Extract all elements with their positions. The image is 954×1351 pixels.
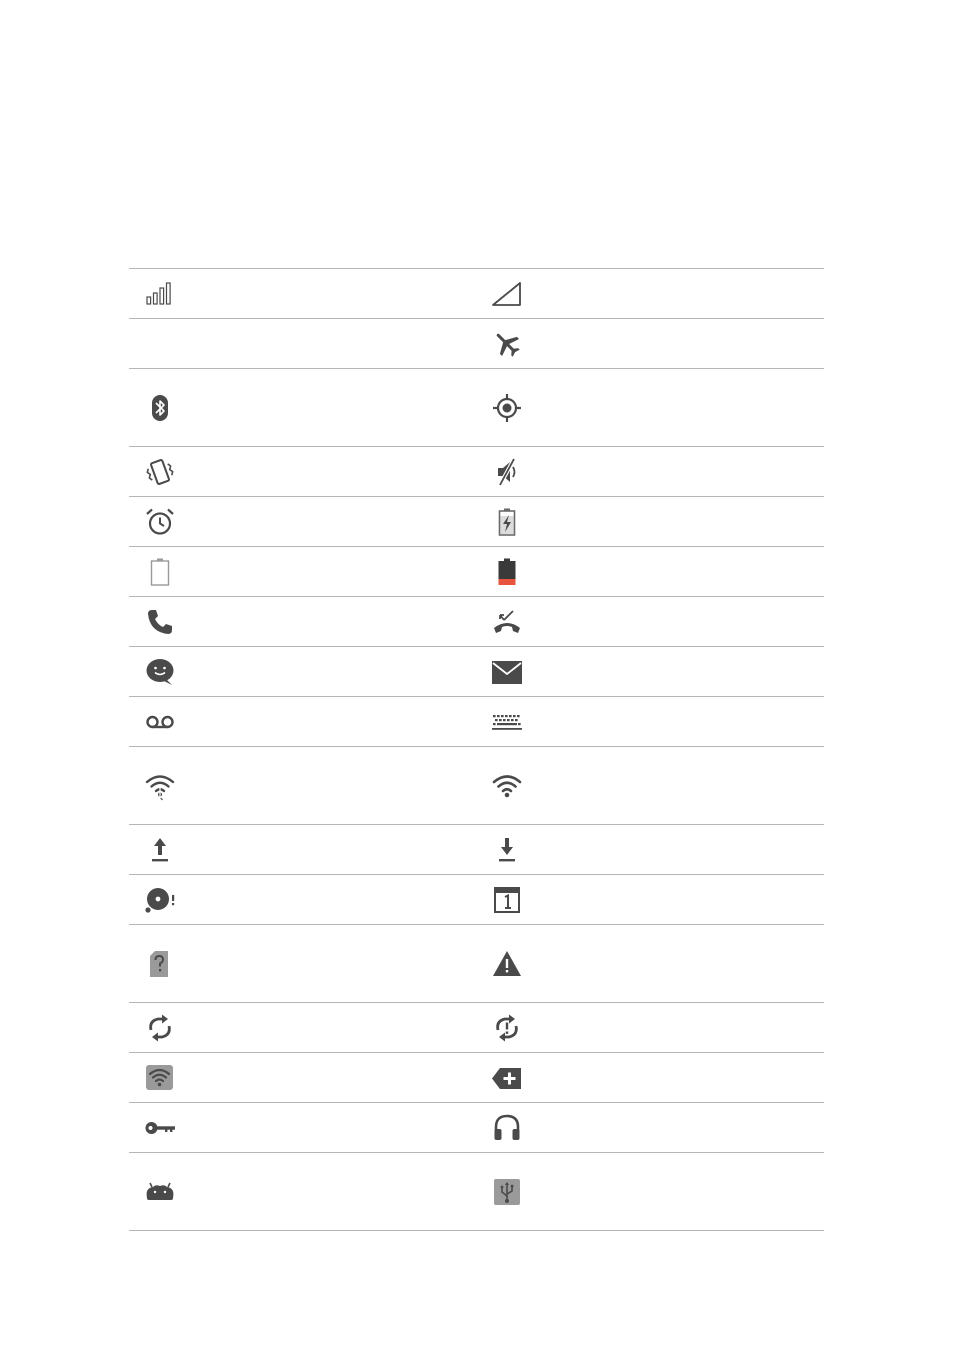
battery-full-icon xyxy=(144,556,176,588)
battery-charging-icon xyxy=(491,506,523,538)
new-email-icon xyxy=(491,656,523,688)
table-row xyxy=(129,269,824,319)
wifi-hotspot-icon xyxy=(144,1062,176,1094)
no-sim-card-icon xyxy=(144,948,176,980)
call-icon xyxy=(144,606,176,638)
signal-strength-icon xyxy=(144,278,176,310)
table-row xyxy=(129,925,824,1003)
table-row xyxy=(129,1053,824,1103)
table-row xyxy=(129,1003,824,1053)
uploading-icon xyxy=(144,834,176,866)
storage-warning-icon xyxy=(144,884,176,916)
usb-connected-icon xyxy=(491,1176,523,1208)
more-notifications-icon xyxy=(491,1062,523,1094)
table-row xyxy=(129,369,824,447)
warning-icon xyxy=(491,948,523,980)
battery-low-icon xyxy=(491,556,523,588)
table-row xyxy=(129,597,824,647)
table-row xyxy=(129,447,824,497)
vibrate-mode-icon xyxy=(144,456,176,488)
table-row xyxy=(129,1153,824,1231)
headset-icon xyxy=(491,1112,523,1144)
silent-mode-icon xyxy=(491,456,523,488)
calendar-event-icon xyxy=(491,884,523,916)
airplane-mode-icon xyxy=(491,328,523,360)
vpn-key-icon xyxy=(144,1112,176,1144)
sync-failed-icon xyxy=(491,1012,523,1044)
table-row xyxy=(129,697,824,747)
table-row xyxy=(129,1103,824,1153)
voicemail-icon xyxy=(144,706,176,738)
table-row xyxy=(129,875,824,925)
table-row xyxy=(129,747,824,825)
new-message-icon xyxy=(144,656,176,688)
no-signal-icon xyxy=(491,278,523,310)
wifi-network-available-icon xyxy=(144,770,176,802)
table-row xyxy=(129,647,824,697)
gps-icon xyxy=(491,392,523,424)
table-row xyxy=(129,497,824,547)
downloading-icon xyxy=(491,834,523,866)
wifi-connected-icon xyxy=(491,770,523,802)
table-row xyxy=(129,825,824,875)
alarm-icon xyxy=(144,506,176,538)
usb-debugging-icon xyxy=(144,1176,176,1208)
bluetooth-icon xyxy=(144,392,176,424)
table-row xyxy=(129,547,824,597)
syncing-icon xyxy=(144,1012,176,1044)
table-row xyxy=(129,319,824,369)
status-icon-table xyxy=(129,268,824,1231)
missed-call-icon xyxy=(491,606,523,638)
keyboard-icon xyxy=(491,706,523,738)
